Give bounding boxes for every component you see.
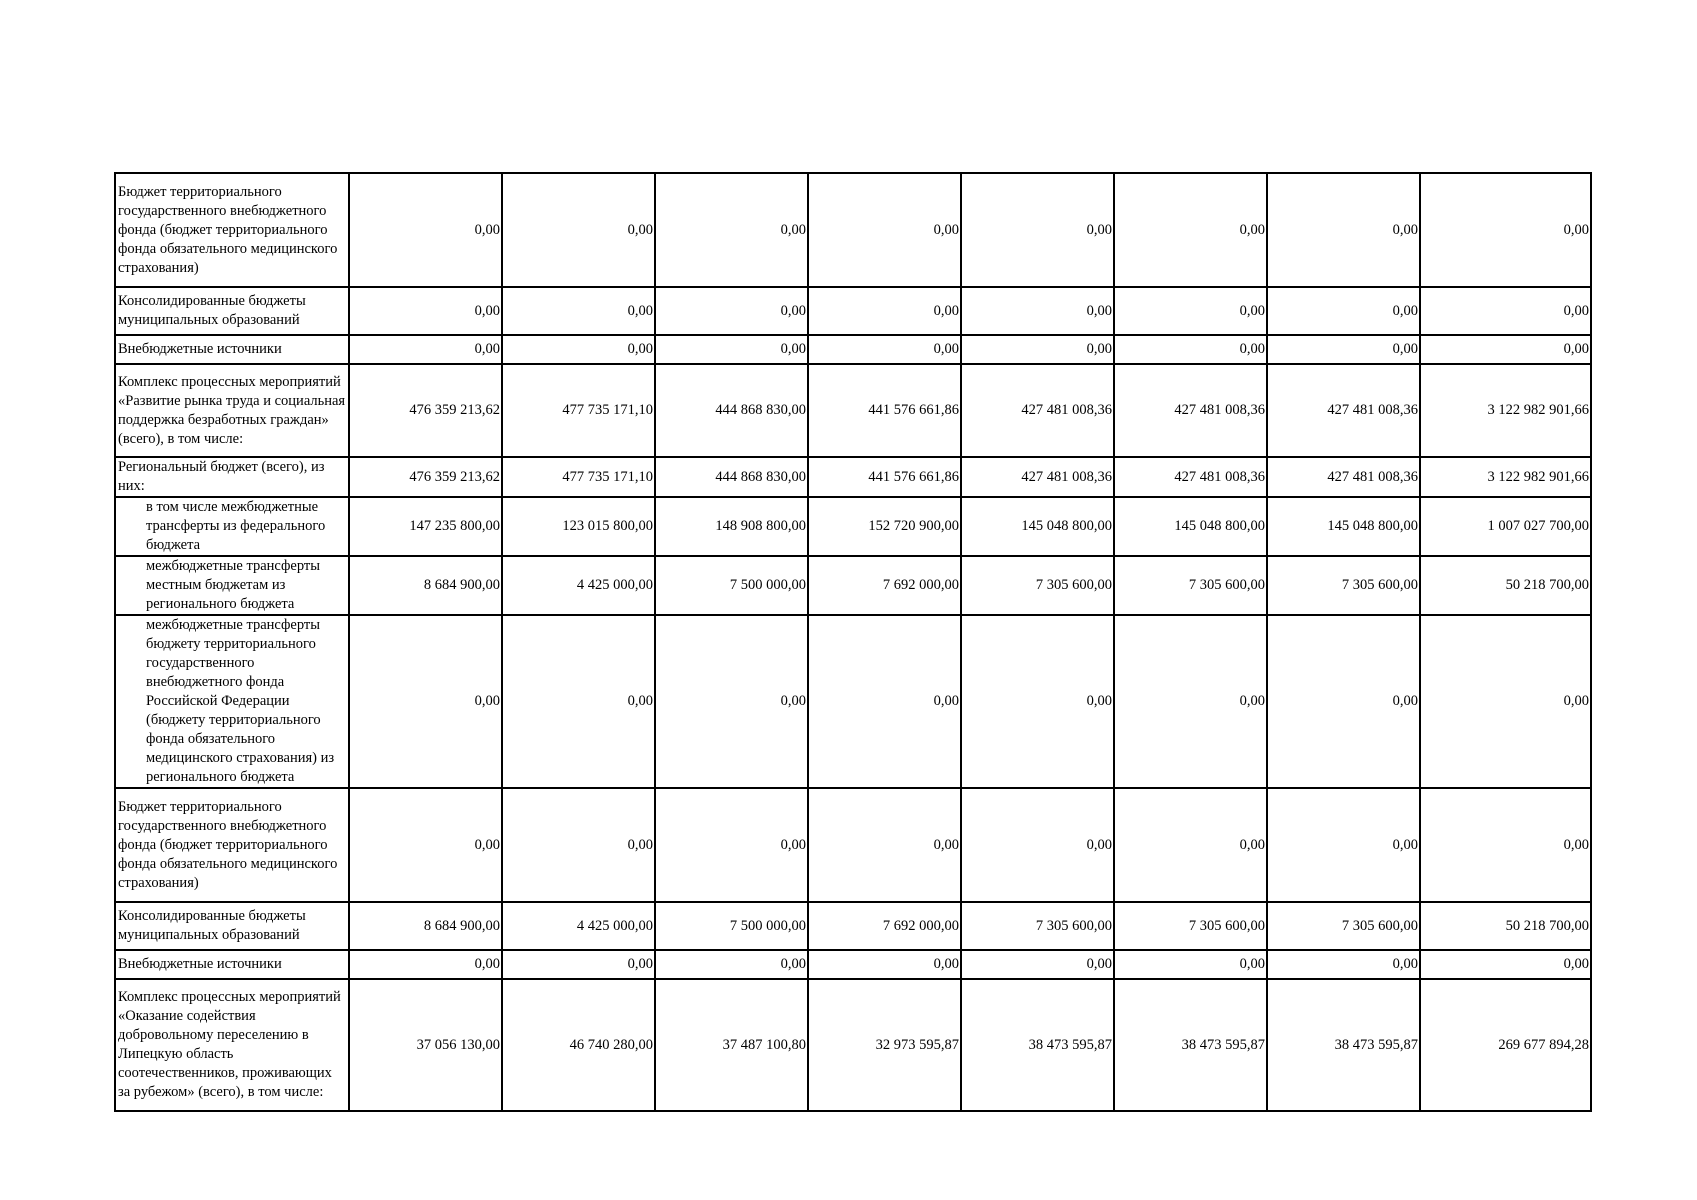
row-label: Внебюджетные источники [115,950,349,979]
row-label: межбюджетные трансферты местным бюджетам из регионального бюджета [115,556,349,615]
value-cell: 0,00 [808,173,961,287]
value-cell: 38 473 595,87 [1114,979,1267,1111]
total-cell: 0,00 [1420,335,1591,364]
value-cell: 0,00 [1267,615,1420,788]
value-cell: 0,00 [349,950,502,979]
value-cell: 4 425 000,00 [502,902,655,950]
total-cell: 3 122 982 901,66 [1420,457,1591,497]
table-row [115,497,1591,556]
value-cell: 0,00 [961,335,1114,364]
value-cell: 427 481 008,36 [961,364,1114,457]
value-cell: 0,00 [1267,335,1420,364]
value-cell: 0,00 [502,788,655,902]
value-cell: 0,00 [1267,173,1420,287]
table-row [115,950,1591,979]
total-cell: 50 218 700,00 [1420,556,1591,615]
value-cell: 477 735 171,10 [502,364,655,457]
table-row [115,615,1591,788]
value-cell: 0,00 [349,788,502,902]
value-cell: 427 481 008,36 [1267,457,1420,497]
total-cell: 0,00 [1420,950,1591,979]
value-cell: 0,00 [502,335,655,364]
value-cell: 427 481 008,36 [1267,364,1420,457]
value-cell: 0,00 [808,788,961,902]
value-cell: 0,00 [808,950,961,979]
value-cell: 0,00 [961,788,1114,902]
table-row [115,335,1591,364]
value-cell: 7 500 000,00 [655,556,808,615]
value-cell: 7 305 600,00 [961,902,1114,950]
value-cell: 145 048 800,00 [961,497,1114,556]
value-cell: 0,00 [349,287,502,335]
value-cell: 4 425 000,00 [502,556,655,615]
value-cell: 444 868 830,00 [655,457,808,497]
row-label: Бюджет территориального государственного внебюджетного фонда (бюджет территориального фонда обязательного медицинского страхования) [115,788,349,902]
row-label: Консолидированные бюджеты муниципальных образований [115,902,349,950]
value-cell: 0,00 [349,615,502,788]
value-cell: 7 500 000,00 [655,902,808,950]
value-cell: 0,00 [655,287,808,335]
value-cell: 7 305 600,00 [1114,902,1267,950]
value-cell: 32 973 595,87 [808,979,961,1111]
value-cell: 476 359 213,62 [349,364,502,457]
table-row [115,902,1591,950]
total-cell: 1 007 027 700,00 [1420,497,1591,556]
value-cell: 145 048 800,00 [1267,497,1420,556]
value-cell: 441 576 661,86 [808,364,961,457]
value-cell: 427 481 008,36 [1114,457,1267,497]
value-cell: 8 684 900,00 [349,902,502,950]
value-cell: 444 868 830,00 [655,364,808,457]
total-cell: 0,00 [1420,287,1591,335]
value-cell: 477 735 171,10 [502,457,655,497]
value-cell: 7 305 600,00 [961,556,1114,615]
value-cell: 0,00 [961,287,1114,335]
value-cell: 8 684 900,00 [349,556,502,615]
value-cell: 0,00 [808,615,961,788]
value-cell: 427 481 008,36 [961,457,1114,497]
value-cell: 0,00 [655,950,808,979]
row-label: Бюджет территориального государственного внебюджетного фонда (бюджет территориального фонда обязательного медицинского страхования) [115,173,349,287]
value-cell: 46 740 280,00 [502,979,655,1111]
table-row [115,173,1591,287]
value-cell: 0,00 [502,615,655,788]
value-cell: 152 720 900,00 [808,497,961,556]
value-cell: 7 692 000,00 [808,556,961,615]
value-cell: 7 305 600,00 [1267,902,1420,950]
row-label: в том числе межбюджетные трансферты из федерального бюджета [115,497,349,556]
table-row [115,788,1591,902]
value-cell: 0,00 [655,335,808,364]
value-cell: 0,00 [1114,788,1267,902]
value-cell: 0,00 [655,173,808,287]
row-label: Региональный бюджет (всего), из них: [115,457,349,497]
total-cell: 0,00 [1420,615,1591,788]
value-cell: 0,00 [502,950,655,979]
budget-table [114,172,1592,1112]
value-cell: 7 305 600,00 [1114,556,1267,615]
table-row [115,556,1591,615]
value-cell: 38 473 595,87 [961,979,1114,1111]
value-cell: 476 359 213,62 [349,457,502,497]
value-cell: 0,00 [1114,335,1267,364]
value-cell: 147 235 800,00 [349,497,502,556]
row-label: Внебюджетные источники [115,335,349,364]
value-cell: 0,00 [1114,287,1267,335]
value-cell: 427 481 008,36 [1114,364,1267,457]
value-cell: 38 473 595,87 [1267,979,1420,1111]
total-cell: 3 122 982 901,66 [1420,364,1591,457]
table-row [115,287,1591,335]
row-label: Комплекс процессных мероприятий «Развитие рынка труда и социальная поддержка безработных граждан» (всего), в том числе: [115,364,349,457]
total-cell: 269 677 894,28 [1420,979,1591,1111]
value-cell: 148 908 800,00 [655,497,808,556]
budget-table-body [115,173,1591,1111]
value-cell: 0,00 [1114,950,1267,979]
value-cell: 37 056 130,00 [349,979,502,1111]
value-cell: 7 692 000,00 [808,902,961,950]
value-cell: 0,00 [1114,173,1267,287]
value-cell: 0,00 [961,950,1114,979]
row-label: межбюджетные трансферты бюджету территориального государственного внебюджетного фонда Российской Федерации (бюджету территориального фонда обязательного медицинского страхования) из регионального бюджета [115,615,349,788]
value-cell: 7 305 600,00 [1267,556,1420,615]
total-cell: 0,00 [1420,788,1591,902]
value-cell: 0,00 [1114,615,1267,788]
value-cell: 0,00 [349,335,502,364]
total-cell: 50 218 700,00 [1420,902,1591,950]
value-cell: 0,00 [1267,287,1420,335]
value-cell: 145 048 800,00 [1114,497,1267,556]
value-cell: 0,00 [502,173,655,287]
value-cell: 0,00 [961,173,1114,287]
value-cell: 0,00 [502,287,655,335]
value-cell: 0,00 [655,788,808,902]
value-cell: 0,00 [808,335,961,364]
table-row [115,364,1591,457]
total-cell: 0,00 [1420,173,1591,287]
value-cell: 0,00 [808,287,961,335]
table-row [115,979,1591,1111]
row-label: Консолидированные бюджеты муниципальных образований [115,287,349,335]
value-cell: 0,00 [961,615,1114,788]
value-cell: 0,00 [1267,950,1420,979]
value-cell: 0,00 [655,615,808,788]
value-cell: 123 015 800,00 [502,497,655,556]
value-cell: 37 487 100,80 [655,979,808,1111]
row-label: Комплекс процессных мероприятий «Оказание содействия добровольному переселению в Липецкую область соотечественников, проживающих за рубежом» (всего), в том числе: [115,979,349,1111]
value-cell: 0,00 [349,173,502,287]
value-cell: 441 576 661,86 [808,457,961,497]
value-cell: 0,00 [1267,788,1420,902]
table-row [115,457,1591,497]
